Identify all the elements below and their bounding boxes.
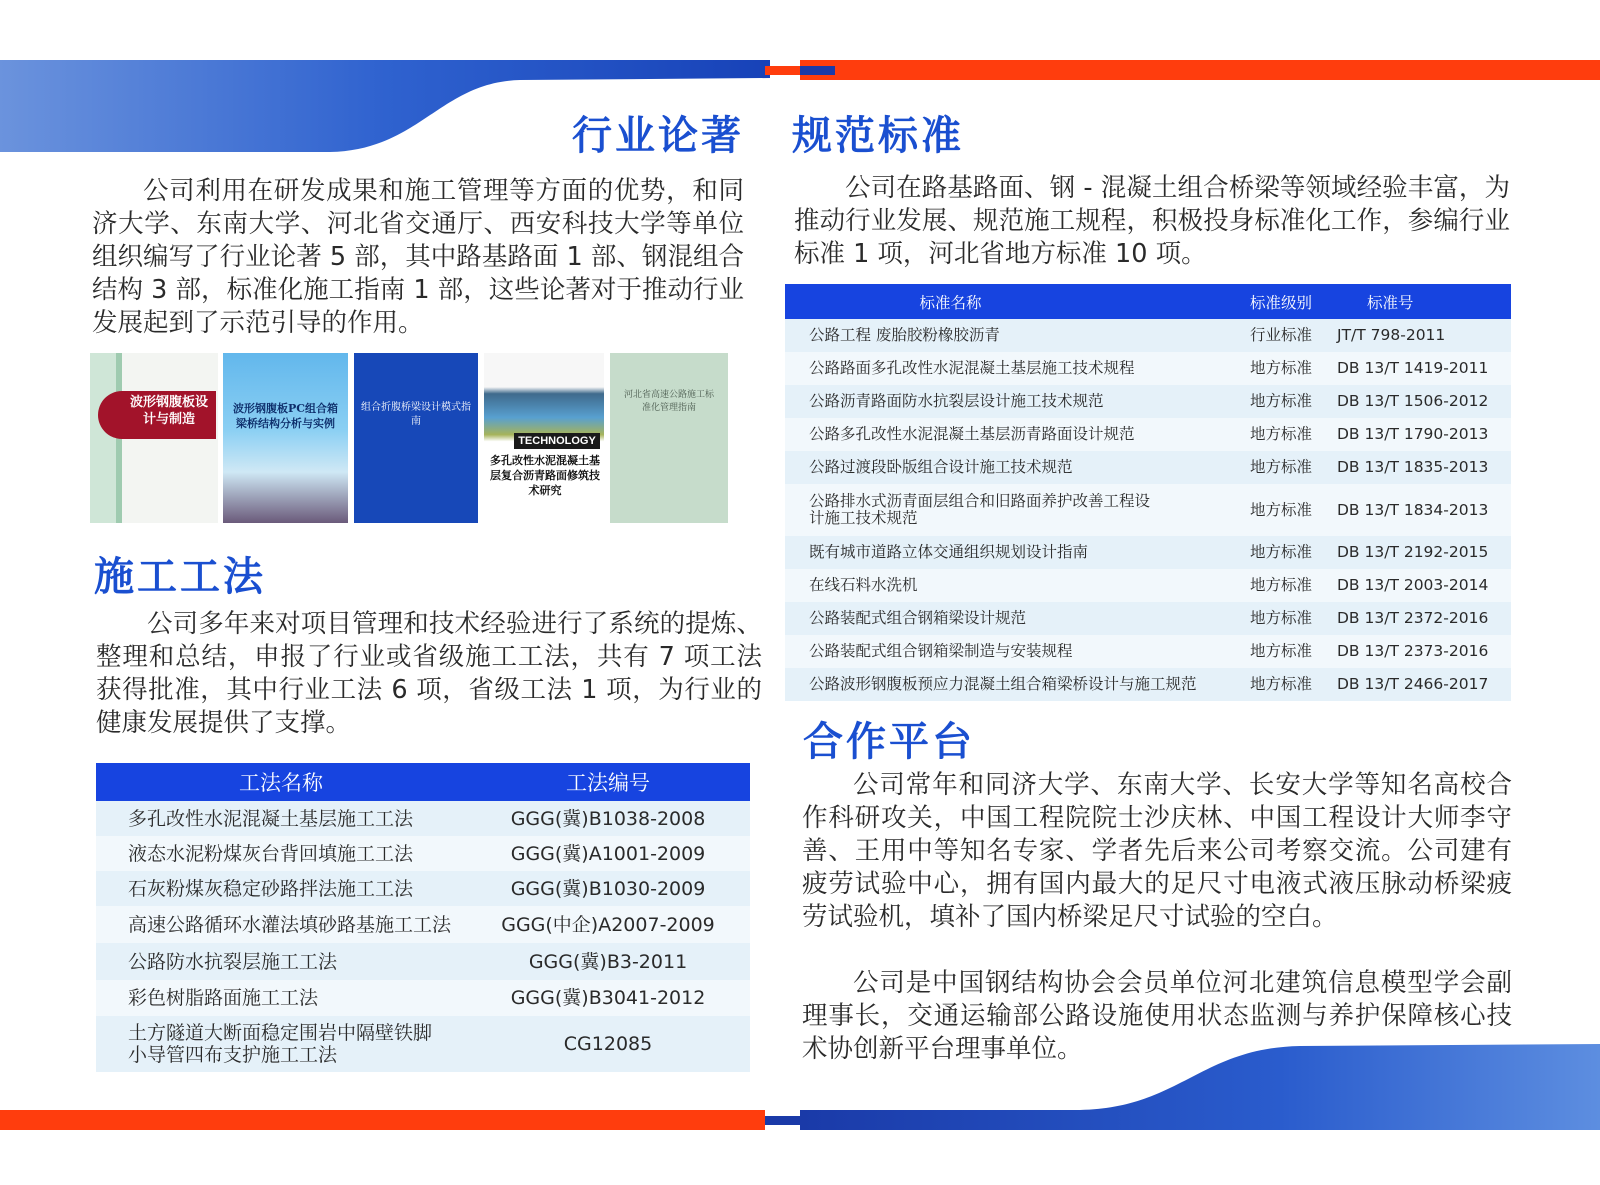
- standard-level: 地方标准: [1235, 484, 1327, 536]
- method-name: 公路防水抗裂层施工工法: [96, 943, 466, 980]
- table-row: [785, 451, 1511, 484]
- standard-number: DB 13/T 1834-2013: [1327, 484, 1511, 536]
- header-standard-level: 标准级别: [1235, 284, 1327, 319]
- standard-number: JT/T 798-2011: [1327, 319, 1511, 352]
- section-title-cooperation: 合作平台: [803, 719, 975, 765]
- book-cover: [223, 353, 348, 523]
- standard-level: 地方标准: [1235, 569, 1327, 602]
- book-cover: [90, 353, 218, 523]
- method-number: GGG(中企)A2007-2009: [466, 906, 750, 943]
- standard-number: DB 13/T 2192-2015: [1327, 536, 1511, 569]
- method-name: 彩色树脂路面施工工法: [96, 980, 466, 1016]
- table-row: [96, 836, 750, 871]
- standard-number: DB 13/T 1790-2013: [1327, 418, 1511, 451]
- standard-name: 既有城市道路立体交通组织规划设计指南: [785, 536, 1235, 569]
- book-cover: [484, 353, 604, 523]
- methods-table: [96, 763, 750, 1072]
- standard-level: 地方标准: [1235, 602, 1327, 635]
- method-number: GGG(冀)B1038-2008: [466, 801, 750, 836]
- table-row: [96, 980, 750, 1016]
- section-title-construction-methods: 施工工法: [94, 554, 266, 600]
- book-title: 河北省高速公路施工标准化管理指南: [623, 390, 714, 413]
- standard-name: 在线石料水洗机: [785, 569, 1235, 602]
- method-name: 液态水泥粉煤灰台背回填施工工法: [96, 836, 466, 871]
- standard-name: 公路装配式组合钢箱梁制造与安装规程: [785, 635, 1235, 668]
- method-number: GGG(冀)B1030-2009: [466, 871, 750, 906]
- standard-number: DB 13/T 2372-2016: [1327, 602, 1511, 635]
- cooperation-text-1: 公司常年和同济大学、东南大学、长安大学等知名高校合作科研攻关，中国工程院院士沙庆林、中国工程设计大师李守善、王用中等知名专家、学者先后来公司考察交流。公司建有疲劳试验中心，拥有国内最大的足尺寸电液式液压脉动桥梁疲劳试验机，填补了国内桥梁足尺寸试验的空白。: [802, 770, 1512, 932]
- standard-level: 地方标准: [1235, 635, 1327, 668]
- method-number: GGG(冀)B3-2011: [466, 943, 750, 980]
- standard-level: 地方标准: [1235, 536, 1327, 569]
- book-title: 波形钢腹板PC组合箱梁桥结构分析与实例: [232, 402, 339, 430]
- standard-name: 公路过渡段卧版组合设计施工技术规范: [785, 451, 1235, 484]
- standard-name: 公路多孔改性水泥混凝土基层沥青路面设计规范: [785, 418, 1235, 451]
- standard-name: 公路排水式沥青面层组合和旧路面养护改善工程设计施工技术规范: [785, 484, 1235, 536]
- header-standard-number: 标准号: [1327, 284, 1511, 319]
- standard-number: DB 13/T 1419-2011: [1327, 352, 1511, 385]
- section-title-industry-works: 行业论著: [572, 113, 744, 159]
- table-header-row: [785, 284, 1511, 319]
- standard-number: DB 13/T 1506-2012: [1327, 385, 1511, 418]
- table-row: [785, 385, 1511, 418]
- method-number: GGG(冀)B3041-2012: [466, 980, 750, 1016]
- book-title: 组合折腹桥梁设计模式指南: [361, 402, 471, 427]
- standard-number: DB 13/T 2003-2014: [1327, 569, 1511, 602]
- table-header-row: [96, 763, 750, 801]
- header-method-number: 工法编号: [466, 763, 750, 801]
- book-cover: [354, 353, 478, 523]
- table-row: [785, 668, 1511, 701]
- book-badge: TECHNOLOGY: [514, 433, 600, 449]
- standard-level: 地方标准: [1235, 418, 1327, 451]
- standard-level: 地方标准: [1235, 385, 1327, 418]
- cooperation-text-2: 公司是中国钢结构协会会员单位河北建筑信息模型学会副理事长，交通运输部公路设施使用状态监测与养护保障核心技术协创新平台理事单位。: [802, 968, 1512, 1064]
- table-row: [785, 536, 1511, 569]
- table-row: [96, 943, 750, 980]
- standard-level: 地方标准: [1235, 451, 1327, 484]
- book-title: 波形钢腹板设计与制造: [129, 395, 208, 427]
- header-method-name: 工法名称: [96, 763, 466, 801]
- method-name: 高速公路循环水灌法填砂路基施工工法: [96, 906, 466, 943]
- section-title-standards: 规范标准: [792, 113, 964, 159]
- standard-level: 地方标准: [1235, 668, 1327, 701]
- standard-level: 地方标准: [1235, 352, 1327, 385]
- table-row: [785, 418, 1511, 451]
- standard-number: DB 13/T 1835-2013: [1327, 451, 1511, 484]
- standard-level: 行业标准: [1235, 319, 1327, 352]
- header-standard-name: 标准名称: [785, 284, 1235, 319]
- method-name: 石灰粉煤灰稳定砂路拌法施工工法: [96, 871, 466, 906]
- method-number: CG12085: [466, 1016, 750, 1072]
- book-cover: [610, 353, 728, 523]
- table-row: [96, 906, 750, 943]
- table-row: [785, 602, 1511, 635]
- standard-name: 公路路面多孔改性水泥混凝土基层施工技术规程: [785, 352, 1235, 385]
- construction-methods-text: 公司多年来对项目管理和技术经验进行了系统的提炼、整理和总结，申报了行业或省级施工工法，共有 7 项工法获得批准，其中行业工法 6 项，省级工法 1 项，为行业的健康发展提供了支撑。: [96, 609, 762, 738]
- table-row: [785, 569, 1511, 602]
- standard-name: 公路工程 废胎胶粉橡胶沥青: [785, 319, 1235, 352]
- method-number: GGG(冀)A1001-2009: [466, 836, 750, 871]
- table-row: [96, 871, 750, 906]
- standard-name: 公路波形钢腹板预应力混凝土组合箱梁桥设计与施工规范: [785, 668, 1235, 701]
- book-title: 多孔改性水泥混凝土基层复合沥青路面修筑技术研究: [490, 454, 600, 497]
- table-row: [96, 1016, 750, 1072]
- standard-number: DB 13/T 2373-2016: [1327, 635, 1511, 668]
- standards-table: [785, 284, 1511, 701]
- industry-works-text: 公司利用在研发成果和施工管理等方面的优势，和同济大学、东南大学、河北省交通厅、西安科技大学等单位组织编写了行业论著 5 部，其中路基路面 1 部、钢混组合结构 3 部，标准化施工指南 1 部，这些论著对于推动行业发展起到了示范引导的作用。: [92, 176, 744, 338]
- table-row: [785, 319, 1511, 352]
- standards-text: 公司在路基路面、钢 - 混凝土组合桥梁等领域经验丰富，为推动行业发展、规范施工规程，积极投身标准化工作，参编行业标准 1 项，河北省地方标准 10 项。: [794, 173, 1510, 269]
- table-row: [785, 635, 1511, 668]
- table-row: [96, 801, 750, 836]
- table-row: [785, 352, 1511, 385]
- standard-name: 公路沥青路面防水抗裂层设计施工技术规范: [785, 385, 1235, 418]
- standard-number: DB 13/T 2466-2017: [1327, 668, 1511, 701]
- method-name: 土方隧道大断面稳定围岩中隔壁铁脚小导管四布支护施工工法: [96, 1016, 466, 1072]
- table-row: [785, 484, 1511, 536]
- method-name: 多孔改性水泥混凝土基层施工工法: [96, 801, 466, 836]
- standard-name: 公路装配式组合钢箱梁设计规范: [785, 602, 1235, 635]
